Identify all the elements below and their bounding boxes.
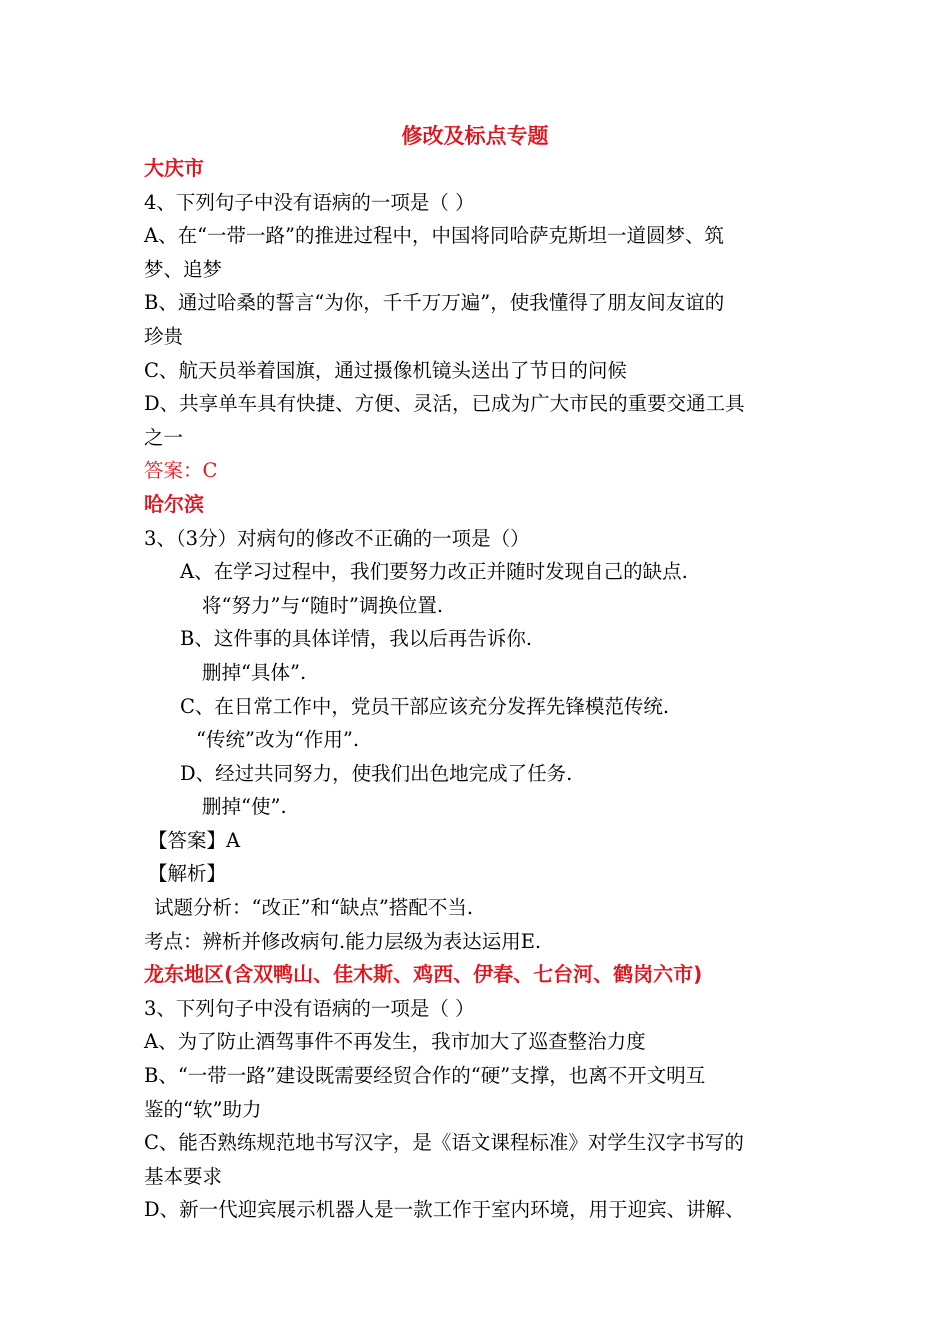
option-fix: 删掉“具体”. (202, 660, 307, 684)
section-daqing (144, 152, 824, 488)
analysis-text: 试题分析：“改正”和“缺点”搭配不当. (154, 896, 474, 920)
section-heading: 大庆市 (144, 156, 204, 180)
option-line: C、能否熟练规范地书写汉字，是《语文课程标准》对学生汉字书写的 (144, 1131, 744, 1155)
answer-line: 【答案】A (148, 828, 241, 852)
kaodian-line: 考点：辨析并修改病句.能力层级为表达运用E. (144, 929, 542, 953)
option-line: 梦、追梦 (144, 257, 223, 281)
section-harbin (144, 488, 824, 958)
section-heading: 龙东地区(含双鸭山、佳木斯、鸡西、伊春、七台河、鹤岗六市) (144, 962, 703, 987)
option-line: A、为了防止酒驾事件不再发生，我市加大了巡查整治力度 (144, 1030, 646, 1054)
answer-line: 答案：C (144, 459, 218, 483)
option-line: C、航天员举着国旗，通过摄像机镜头送出了节日的问候 (144, 358, 627, 382)
option-sentence: D、经过共同努力，使我们出色地完成了任务. (180, 761, 573, 785)
option-sentence: C、在日常工作中，党员干部应该充分发挥先锋模范传统. (180, 694, 670, 718)
document-body (144, 152, 824, 1227)
option-line: 基本要求 (144, 1164, 223, 1188)
option-fix: “传统”改为“作用”. (196, 728, 360, 752)
question-line: 3、（3分）对病句的修改不正确的一项是（） (144, 526, 530, 550)
option-fix: 删掉“使”. (202, 795, 287, 819)
option-sentence: A、在学习过程中，我们要努力改正并随时发现自己的缺点. (180, 560, 688, 584)
option-line: 之一 (144, 425, 184, 449)
section-heading: 哈尔滨 (144, 491, 204, 516)
option-line: D、新一代迎宾展示机器人是一款工作于室内环境，用于迎宾、讲解、 (144, 1198, 745, 1222)
option-line: A、在“一带一路”的推进过程中，中国将同哈萨克斯坦一道圆梦、筑 (144, 224, 725, 248)
option-line: 鉴的“软”助力 (144, 1097, 262, 1121)
analysis-label: 【解析】 (148, 862, 227, 886)
option-line: 珍贵 (144, 324, 184, 348)
option-sentence: B、这件事的具体详情，我以后再告诉你. (180, 627, 533, 651)
option-fix: 将“努力”与“随时”调换位置. (202, 593, 444, 617)
option-line: B、“一带一路”建设既需要经贸合作的“硬”支撑，也离不开文明互 (144, 1064, 706, 1088)
question-line: 3、下列句子中没有语病的一项是（ ） (144, 996, 475, 1020)
question-line: 4、下列句子中没有语病的一项是（ ） (144, 190, 475, 214)
page-title: 修改及标点专题 (401, 124, 549, 148)
option-line: D、共享单车具有快捷、方便、灵活，已成为广大市民的重要交通工具 (144, 392, 745, 416)
section-longdong (144, 958, 824, 1227)
option-line: B、通过哈桑的誓言“为你，千千万万遍”，使我懂得了朋友间友谊的 (144, 291, 725, 315)
